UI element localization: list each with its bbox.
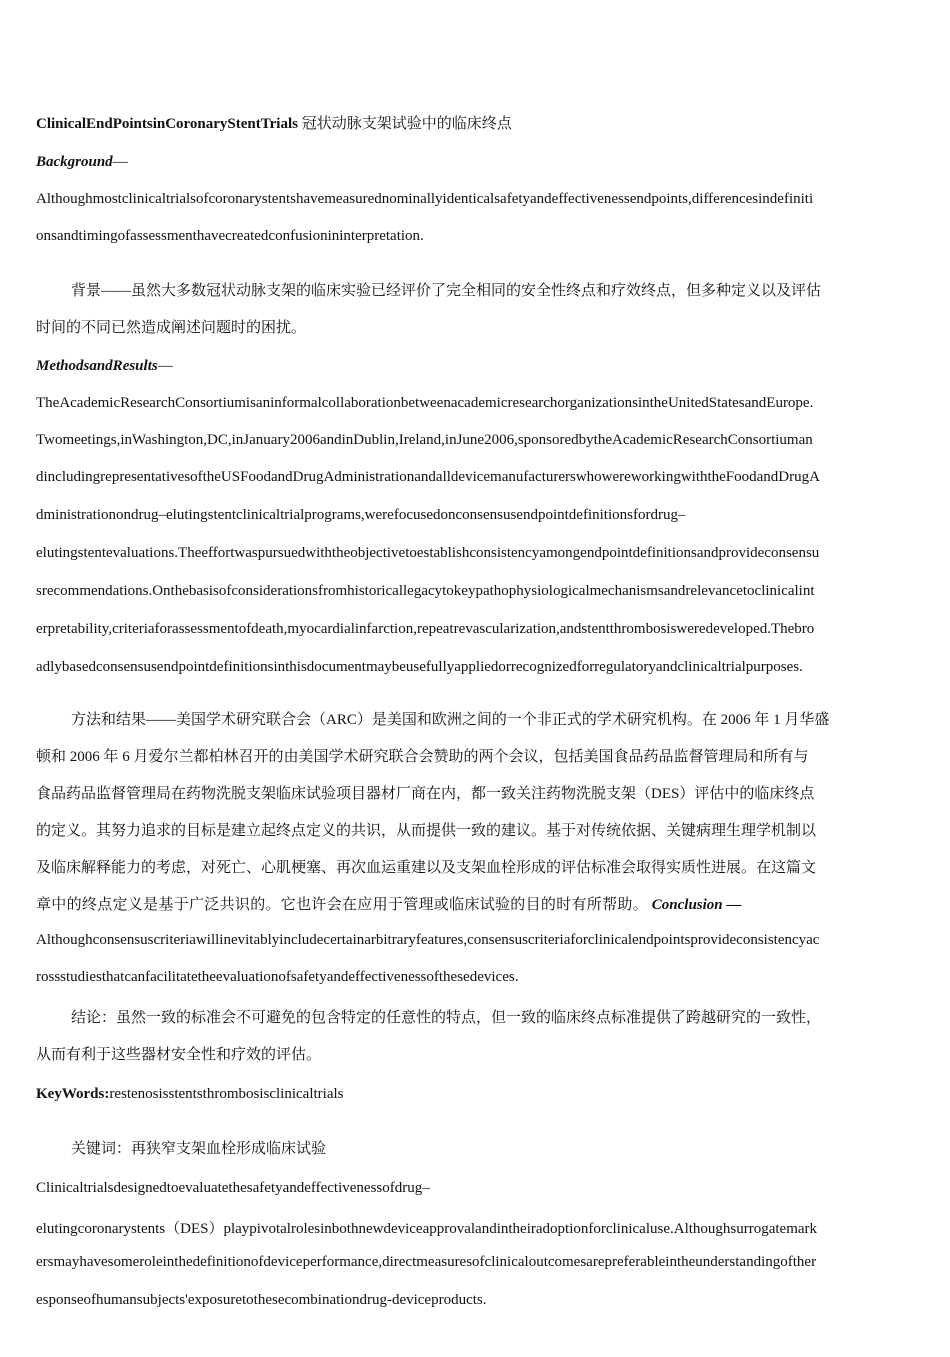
background-label: Background [36,154,113,170]
methods-zh-conclusion-line [36,893,741,914]
methods-zh-line-5: 及临床解释能力的考虑，对死亡、心肌梗塞、再次血运重建以及支架血栓形成的评估标准会取得实质性进展。在这篇文 [36,860,817,876]
conclusion-en-line-1: Althoughconsensuscriteriawillinevitablyincludecertainarbitraryfeatures,consensuscriteriaforclinicalendpointsprovideconsistencyac [36,932,820,948]
methods-label: MethodsandResults [36,358,158,374]
keywords-value: restenosisstentsthrombosisclinicaltrials [109,1086,344,1102]
keywords-line [36,1086,343,1103]
conclusion-dash: — [726,897,742,913]
methods-zh-line-1: 方法和结果——美国学术研究联合会（ARC）是美国和欧洲之间的一个非正式的学术研究机构。在 2006 年 1 月华盛 [71,712,830,728]
methods-zh-line-2: 顿和 2006 年 6 月爱尔兰都柏林召开的由美国学术研究联合会赞助的两个会议，包括美国食品药品监督管理局和所有与 [36,749,809,765]
conclusion-en-line-2: rossstudiesthatcanfacilitatetheevaluationofsafetyandeffectivenessofthesedevices. [36,969,519,985]
methods-en-line-3: dincludingrepresentativesoftheUSFoodandDrugAdministrationandalldevicemanufacturerswhowereworkingwiththeFoodandDrugA [36,469,820,485]
methods-zh-line-6: 章中的终点定义是基于广泛共识的。它也许会在应用于管理或临床试验的目的时有所帮助。 [36,897,649,913]
intro-en-line-3: ersmayhavesomeroleinthedefinitionofdeviceperformance,directmeasuresofclinicaloutcomesarepreferableintheunderstandingofther [36,1254,817,1270]
keywords-label: KeyWords: [36,1086,110,1102]
methods-heading [36,358,173,375]
title-english: ClinicalEndPointsinCoronaryStentTrials [36,116,298,132]
methods-en-line-1: TheAcademicResearchConsortiumisaninformalcollaborationbetweenacademicresearchorganizationsintheUnitedStatesandEurope. [36,395,814,411]
title-chinese: 冠状动脉支架试验中的临床终点 [301,116,512,132]
background-zh-line-2: 时间的不同已然造成阐述问题时的困扰。 [36,320,307,336]
background-zh-line-1: 背景——虽然大多数冠状动脉支架的临床实验已经评价了完全相同的安全性终点和疗效终点，但多种定义以及评估 [71,283,822,299]
methods-en-line-6: srecommendations.Onthebasisofconsiderationsfromhistoricallegacytokeypathophysiologicalmechanismsandrelevancetoclinicalint [36,583,815,599]
methods-en-line-4: dministrationondrug–elutingstentclinicaltrialprograms,werefocusedonconsensusendpointdefinitionsfordrug– [36,507,686,523]
methods-en-line-5: elutingstentevaluations.Theeffortwaspursuedwiththeobjectivetoestablishconsistencyamongendpointdefinitionsandprovideconsensu [36,545,820,561]
background-en-line-2: onsandtimingofassessmenthavecreatedconfusionininterpretation. [36,228,424,244]
background-dash: — [112,154,128,170]
conclusion-label: Conclusion [651,897,723,913]
document-title [36,112,512,133]
intro-en-line-4: esponseofhumansubjects'exposuretothesecombinationdrug-deviceproducts. [36,1292,487,1308]
methods-en-line-7: erpretability,criteriaforassessmentofdeath,myocardialinfarction,repeatrevascularization,andstentthrombosisweredeveloped.Thebro [36,621,815,637]
methods-en-line-8: adlybasedconsensusendpointdefinitionsinthisdocumentmaybeusefullyappliedorrecognizedforregulatoryandclinicaltrialpurposes. [36,659,803,675]
conclusion-zh-line-2: 从而有利于这些器材安全性和疗效的评估。 [36,1047,322,1063]
methods-zh-line-3: 食品药品监督管理局在药物洗脱支架临床试验项目器材厂商在内，都一致关注药物洗脱支架（DES）评估中的临床终点 [36,786,815,802]
methods-en-line-2: Twomeetings,inWashington,DC,inJanuary2006andinDublin,Ireland,inJune2006,sponsoredbytheAcademicResearchConsortiuman [36,432,813,448]
methods-zh-line-4: 的定义。其努力追求的目标是建立起终点定义的共识，从而提供一致的建议。基于对传统依据、关键病理生理学机制以 [36,823,817,839]
methods-dash: — [157,358,173,374]
conclusion-zh-line-1: 结论：虽然一致的标准会不可避免的包含特定的任意性的特点，但一致的临床终点标准提供了跨越研究的一致性， [71,1010,822,1026]
keywords-zh: 关键词：再狭窄支架血栓形成临床试验 [71,1141,327,1157]
intro-en-line-1: Clinicaltrialsdesignedtoevaluatethesafetyandeffectivenessofdrug– [36,1180,430,1196]
background-heading [36,154,128,171]
background-en-line-1: Althoughmostclinicaltrialsofcoronarystentshavemeasurednominallyidenticalsafetyandeffectivenessendpoints,differencesindefiniti [36,191,814,207]
intro-en-line-2: elutingcoronarystents（DES）playpivotalrolesinbothnewdeviceapprovalandintheiradoptionforclinicaluse.Althoughsurrogatemark [36,1221,818,1237]
